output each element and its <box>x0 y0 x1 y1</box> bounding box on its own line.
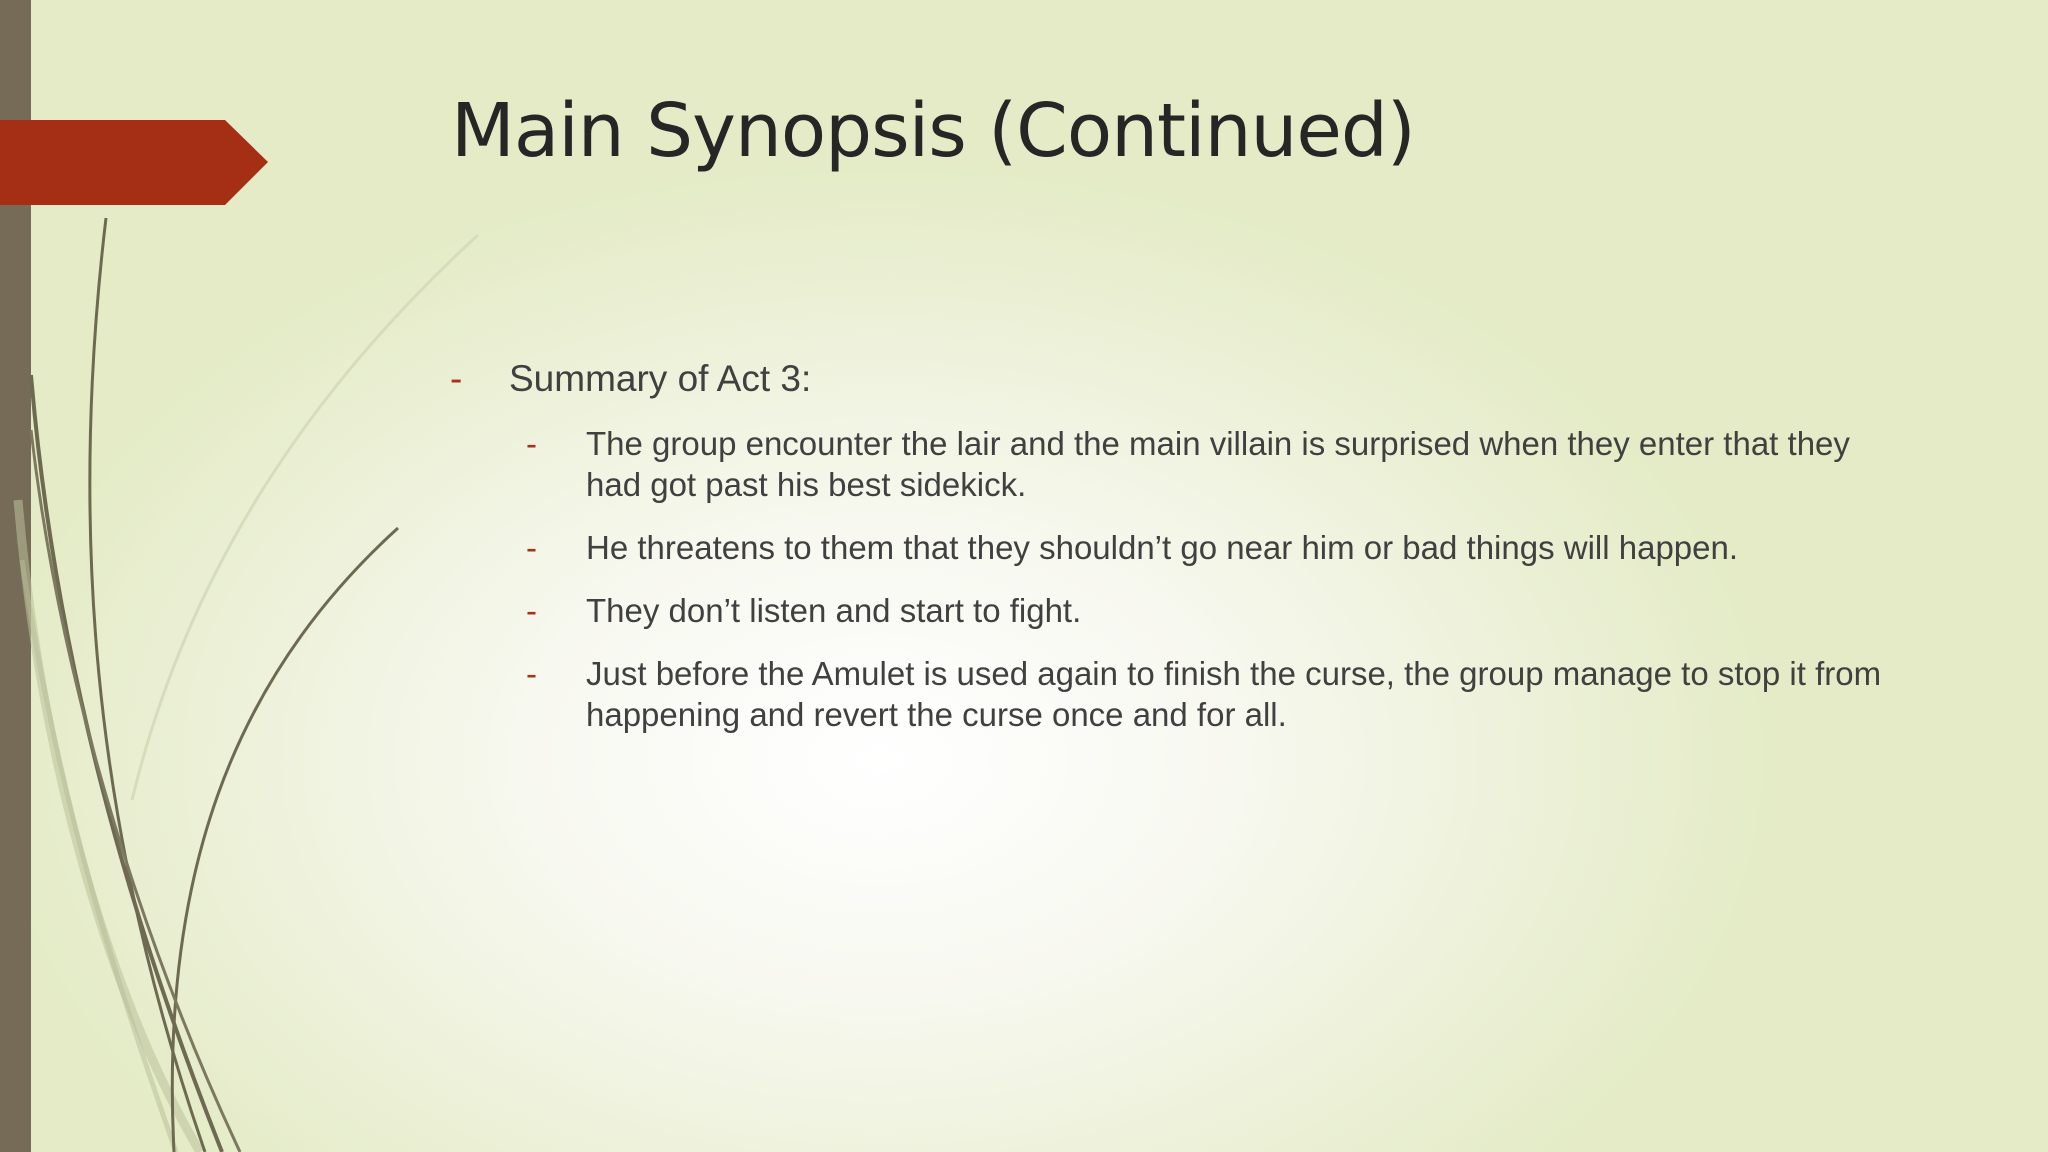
bullet-dash: - <box>526 592 537 629</box>
slide-body <box>450 355 1890 757</box>
title-arrow-tab <box>0 120 268 205</box>
bullet-item-level-2 <box>526 590 1890 631</box>
bullet-text: Summary of Act 3: <box>509 358 812 399</box>
bullet-item-level-2 <box>526 423 1890 505</box>
slide-title: Main Synopsis (Continued) <box>451 88 1415 174</box>
grass-stroke-dark-1 <box>90 218 205 1152</box>
grass-stroke-light-1 <box>132 235 478 800</box>
bullet-dash: - <box>450 358 463 399</box>
bullet-item-level-2 <box>526 527 1890 568</box>
bullet-text: The group encounter the lair and the main villain is surprised when they enter that they had got past his best sidekick. <box>586 425 1850 503</box>
bullet-text: He threatens to them that they shouldn’t go near him or bad things will happen. <box>586 529 1739 566</box>
bullet-dash: - <box>526 655 537 692</box>
bullet-text: Just before the Amulet is used again to finish the curse, the group manage to stop it from happening and revert the curse once and for all. <box>586 655 1882 733</box>
bullet-text: They don’t listen and start to fight. <box>586 592 1082 629</box>
bullet-dash: - <box>526 425 537 462</box>
bullet-item-level-2 <box>526 653 1890 735</box>
bullet-item-level-1 <box>450 355 1890 403</box>
bullet-dash: - <box>526 529 537 566</box>
grass-stroke-dark-2 <box>172 528 398 1152</box>
